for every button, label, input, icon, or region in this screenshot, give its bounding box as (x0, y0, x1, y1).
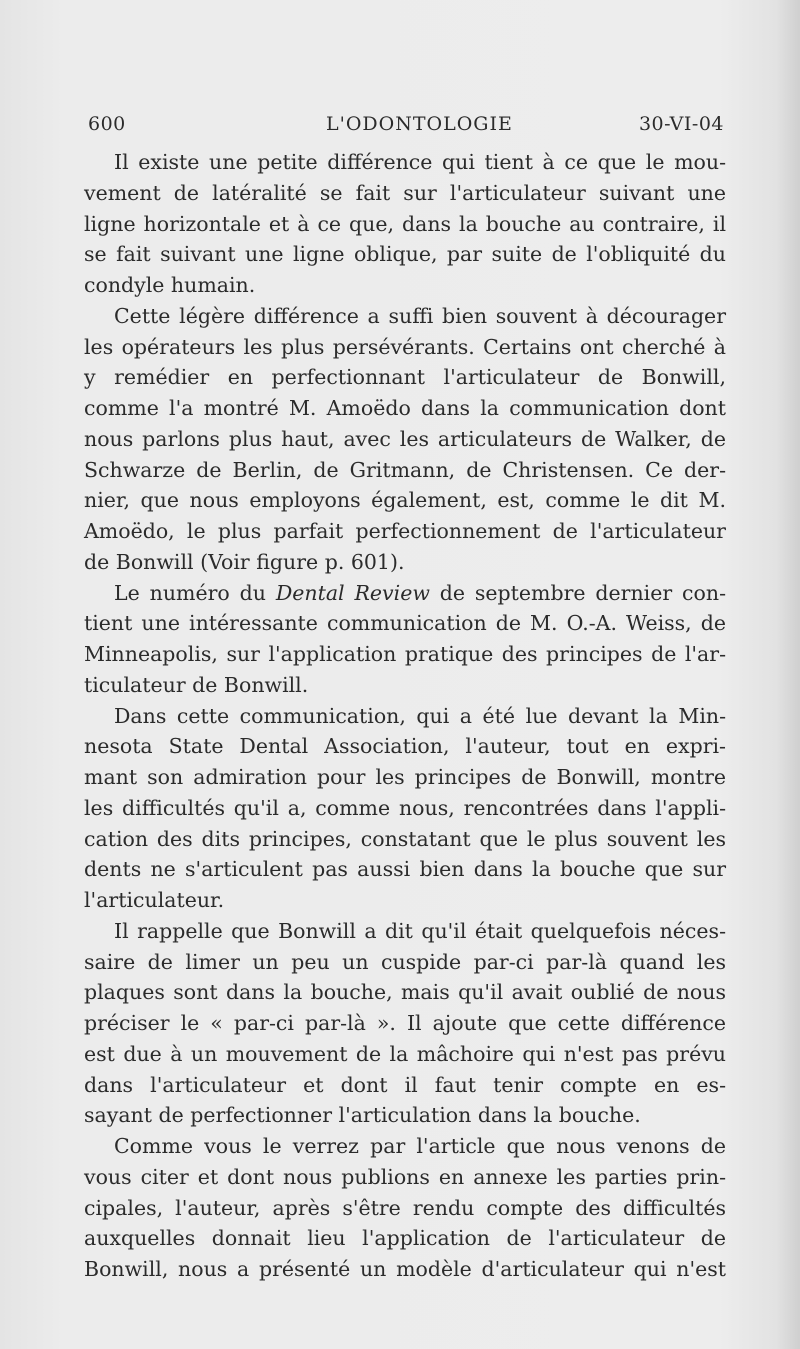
text-line: vous citer et dont nous publions en annexe les parties prin- (84, 1164, 726, 1189)
text-line: auxquelles donnait lieu l'application de l'articulateur de (84, 1226, 726, 1251)
text-line (84, 578, 726, 609)
text-line: plaques sont dans la bouche, mais qu'il avait oublié de nous (84, 980, 726, 1005)
text-line: dans l'articulateur et dont il faut tenir compte en es- (84, 1072, 726, 1097)
page-number: 600 (88, 113, 126, 135)
text-line: Schwarze de Berlin, de Gritmann, de Christensen. Ce der- (84, 457, 726, 482)
issue-date: 30-VI-04 (638, 113, 724, 135)
text-line: nous parlons plus haut, avec les articulateurs de Walker, de (84, 426, 726, 451)
text-span: de septembre dernier con- (429, 580, 726, 605)
text-line: tient une intéressante communication de M. O.-A. Weiss, de (84, 611, 726, 636)
text-line: l'articulateur. (84, 888, 225, 912)
text-line: Comme vous le verrez par l'article que nous venons de (114, 1134, 726, 1158)
text-line: les difficultés qu'il a, comme nous, rencontrées dans l'appli- (84, 795, 726, 820)
text-line: est due à un mouvement de la mâchoire qui n'est pas prévu (84, 1041, 726, 1066)
text-line: Cette légère différence a suffi bien souvent à décourager (114, 303, 726, 328)
text-line: condyle humain. (84, 273, 256, 297)
text-line: Minneapolis, sur l'application pratique des principes de l'ar- (84, 642, 726, 666)
journal-title: L'ODONTOLOGIE (326, 113, 513, 135)
journal-name-italic: Dental Review (275, 580, 430, 605)
running-header (88, 113, 724, 143)
text-line: mant son admiration pour les principes de Bonwill, montre (84, 765, 726, 789)
text-line: Amoëdo, le plus parfait perfectionnement de l'articulateur (84, 519, 726, 543)
text-line: y remédier en perfectionnant l'articulateur de Bonwill, (84, 365, 726, 390)
text-line: de Bonwill (Voir figure p. 601). (84, 549, 405, 574)
text-span: Le numéro du (114, 580, 276, 605)
article-body (84, 147, 726, 1285)
text-line: cipales, l'auteur, après s'être rendu compte des difficultés (84, 1195, 726, 1220)
text-line: Bonwill, nous a présenté un modèle d'articulateur qui n'est (84, 1257, 726, 1281)
text-line: ligne horizontale et à ce que, dans la bouche au contraire, il (84, 211, 726, 236)
text-line: cation des dits principes, constatant que le plus souvent les (84, 826, 726, 851)
text-line: nesota State Dental Association, l'auteur, tout en expri- (84, 734, 726, 759)
text-line: les opérateurs les plus persévérants. Certains ont cherché à (84, 334, 726, 359)
text-line: Il rappelle que Bonwill a dit qu'il était quelquefois néces- (114, 918, 726, 943)
text-line: ticulateur de Bonwill. (84, 672, 309, 697)
text-line: Dans cette communication, qui a été lue devant la Min- (114, 703, 726, 728)
text-line: comme l'a montré M. Amoëdo dans la communication dont (84, 396, 726, 420)
text-line: préciser le « par-ci par-là ». Il ajoute que cette différence (84, 1011, 726, 1035)
text-line: sayant de perfectionner l'articulation dans la bouche. (84, 1103, 641, 1128)
text-line: nier, que nous employons également, est, comme le dit M. (84, 488, 726, 513)
text-line: dents ne s'articulent pas aussi bien dans la bouche que sur (84, 857, 726, 882)
text-line: Il existe une petite différence qui tient à ce que le mou- (114, 150, 726, 174)
text-line: vement de latéralité se fait sur l'articulateur suivant une (84, 180, 726, 205)
text-line: saire de limer un peu un cuspide par-ci par-là quand les (84, 949, 726, 974)
text-line: se fait suivant une ligne oblique, par suite de l'obliquité du (84, 242, 726, 267)
